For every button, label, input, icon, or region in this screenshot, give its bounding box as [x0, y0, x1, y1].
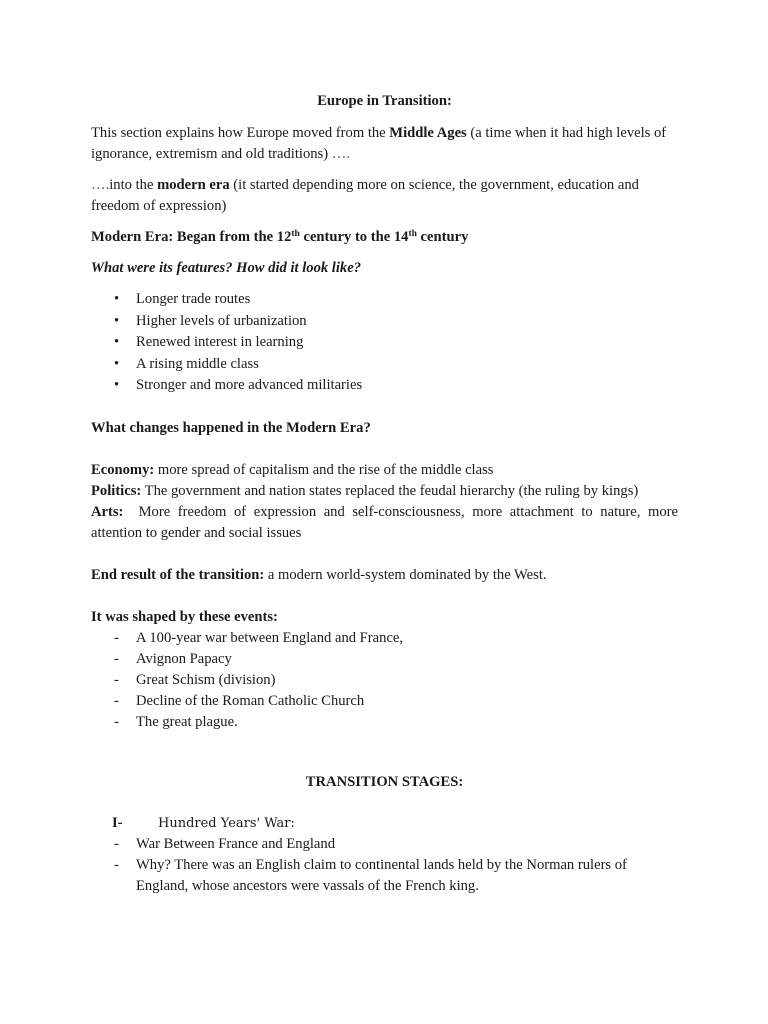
end-result-line [91, 565, 678, 586]
modern-era-term: modern era [157, 177, 230, 193]
list-item-text: The great plague. [136, 713, 238, 730]
intro-text: (it started depending more on science, the government, education and freedom of expression) [91, 177, 639, 214]
events-heading: It was shaped by these events: [91, 608, 278, 625]
list-item-text: War Between France and England [136, 835, 336, 852]
ordinal-suffix: th [291, 229, 300, 239]
dash-icon: - [114, 692, 119, 709]
section-heading [91, 813, 678, 834]
bullet-icon: • [114, 334, 120, 351]
list-item [91, 332, 678, 354]
dash-icon: - [114, 835, 119, 852]
list-item-text: Great Schism (division) [136, 671, 276, 688]
section-number: I- [112, 814, 123, 831]
dash-icon: - [114, 713, 119, 730]
list-item-text: A rising middle class [136, 355, 259, 372]
politics-label: Politics: [91, 482, 142, 499]
intro-text: This section explains how Europe moved from the [91, 125, 390, 141]
list-item [91, 670, 678, 691]
ordinal-suffix: th [408, 229, 417, 239]
features-question: What were its features? How did it look like? [91, 260, 361, 276]
bullet-icon: • [114, 355, 120, 372]
politics-text: The government and nation states replaced the feudal hierarchy (the ruling by kings) [141, 482, 639, 499]
end-result-label: End result of the transition: [91, 566, 265, 583]
intro-text: (a time when it had high levels of ignorance, extremism and old traditions) [91, 125, 667, 162]
heading-text: century [416, 229, 469, 245]
list-item [91, 354, 678, 376]
list-item [91, 712, 678, 733]
bullet-icon: • [114, 291, 120, 307]
list-item [91, 691, 678, 712]
intro-text: into the [109, 177, 158, 193]
arts-text: More freedom of expression and self-consciousness, more attachment to nature, more attention to gender and social issues [91, 503, 682, 541]
arts-line [91, 502, 682, 544]
intro-paragraph-1 [91, 123, 678, 165]
list-item-text: Decline of the Roman Catholic Church [136, 692, 365, 709]
list-item [91, 375, 678, 397]
features-list [91, 289, 678, 397]
list-item-text: Renewed interest in learning [136, 334, 304, 351]
economy-label: Economy: [91, 461, 155, 478]
modern-era-heading [91, 227, 678, 248]
list-item-text: Why? There was an English claim to continental lands held by the Norman rulers of England, whose ancestors were vassals of the French king. [136, 856, 627, 894]
heading-text: century to the 14 [299, 229, 409, 245]
end-result-text: a modern world-system dominated by the West. [264, 566, 547, 583]
list-item [91, 834, 678, 855]
list-item [91, 289, 678, 311]
list-item-text: Longer trade routes [136, 291, 251, 307]
section-title: Hundred Years' War: [158, 815, 295, 831]
list-item-text: Higher levels of urbanization [136, 312, 307, 329]
economy-text: more spread of capitalism and the rise of the middle class [154, 461, 494, 478]
changes-question: What changes happened in the Modern Era? [91, 419, 371, 436]
list-item-text: Stronger and more advanced militaries [136, 377, 363, 394]
list-item [91, 628, 678, 649]
stages-title: TRANSITION STAGES: [305, 773, 464, 790]
politics-line [91, 481, 678, 502]
list-item [91, 311, 678, 333]
middle-ages-term: Middle Ages [389, 125, 467, 141]
arts-label: Arts: [91, 503, 124, 520]
list-item-text: A 100-year war between England and France, [136, 629, 404, 646]
dash-icon: - [114, 650, 119, 667]
dash-icon: - [114, 856, 119, 873]
section-items-list [91, 834, 678, 897]
dash-icon: - [114, 629, 119, 646]
economy-line [91, 460, 678, 481]
list-item [91, 649, 678, 670]
dash-icon: - [114, 671, 119, 688]
ellipsis: …. [91, 177, 110, 193]
ellipsis: …. [331, 146, 350, 162]
events-list [91, 628, 678, 733]
bullet-icon: • [114, 312, 120, 329]
page-title: Europe in Transition: [317, 93, 452, 109]
list-item [91, 855, 678, 897]
list-item-text: Avignon Papacy [136, 650, 232, 667]
intro-paragraph-2 [91, 175, 678, 217]
changes-block [91, 460, 682, 544]
bullet-icon: • [114, 377, 120, 394]
document-page [91, 91, 682, 897]
heading-text: Modern Era: Began from the 12 [91, 229, 292, 245]
